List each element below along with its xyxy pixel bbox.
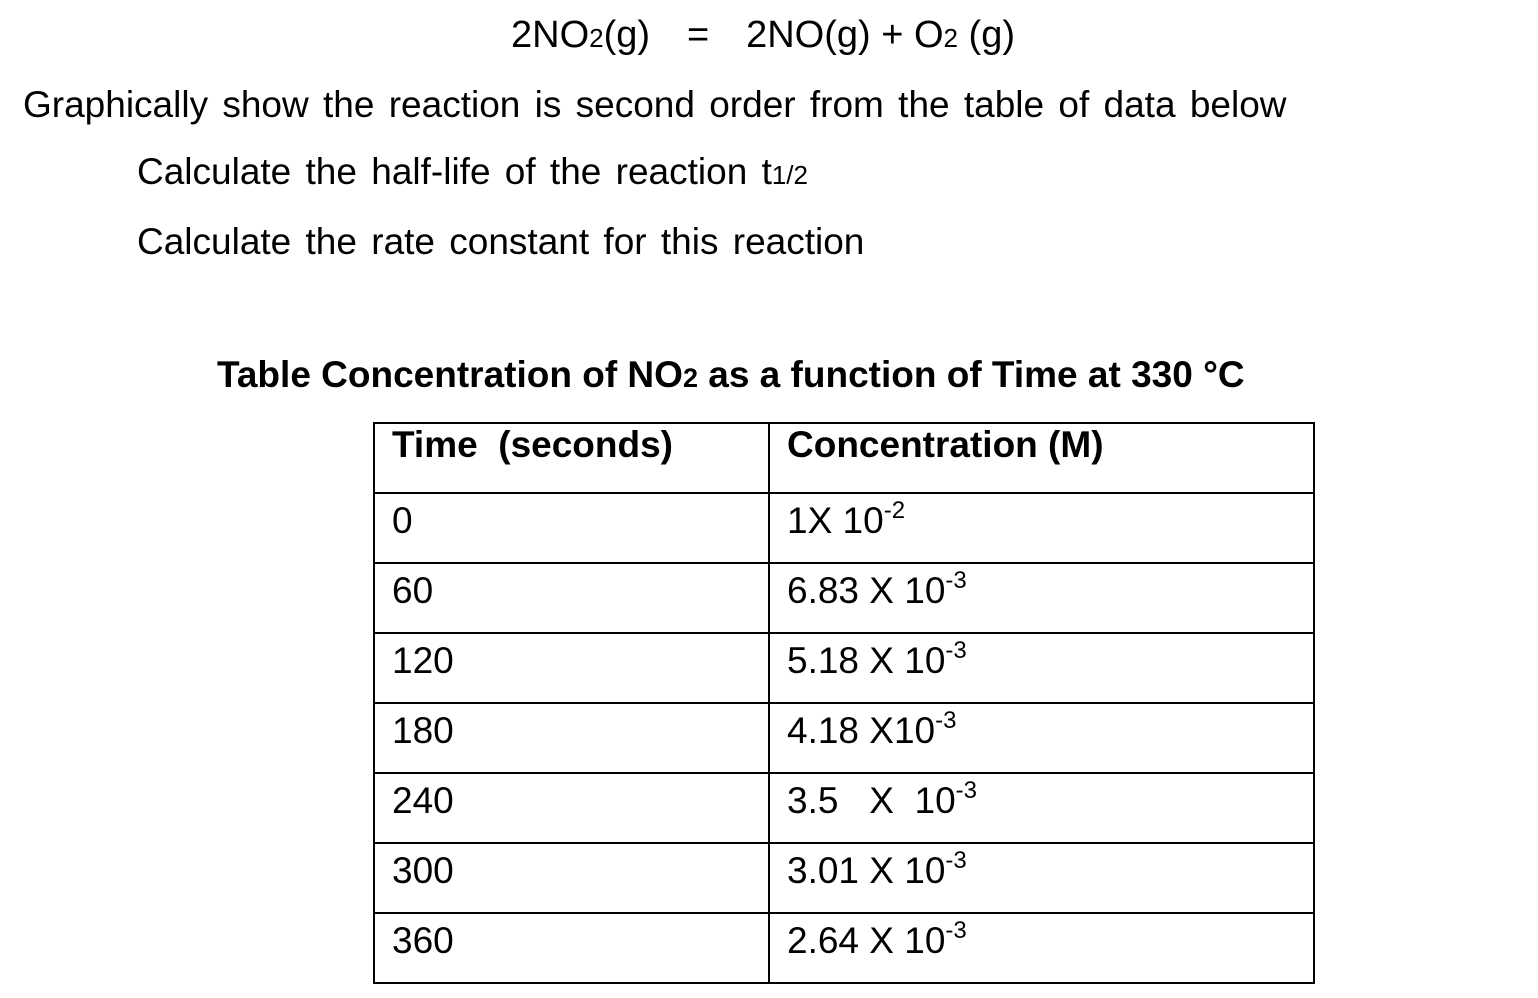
concentration-cell	[769, 493, 1314, 563]
time-cell: 360	[374, 913, 769, 983]
time-cell: 120	[374, 633, 769, 703]
concentration-value: 4.18 X10	[787, 710, 936, 751]
concentration-cell	[769, 703, 1314, 773]
header-time: Time (seconds)	[374, 423, 769, 493]
concentration-exponent: -3	[945, 567, 967, 594]
concentration-exponent: -3	[935, 707, 957, 734]
time-cell: 60	[374, 563, 769, 633]
table-row	[374, 493, 1314, 563]
header-concentration: Concentration (M)	[769, 423, 1314, 493]
time-cell: 180	[374, 703, 769, 773]
table-caption	[217, 356, 1245, 393]
half-life-subscript: 1/2	[771, 160, 808, 190]
concentration-cell	[769, 773, 1314, 843]
time-cell: 300	[374, 843, 769, 913]
instruction-half-life	[137, 153, 808, 190]
reaction-equation	[511, 16, 1015, 54]
caption-subscript: 2	[682, 363, 698, 393]
concentration-value: 3.5 X 10	[787, 780, 956, 821]
instruction-rate-constant: Calculate the rate constant for this reaction	[137, 221, 865, 262]
concentration-cell	[769, 913, 1314, 983]
concentration-value: 2.64 X 10	[787, 920, 946, 961]
concentration-exponent: -3	[945, 917, 967, 944]
concentration-cell	[769, 563, 1314, 633]
table-row	[374, 703, 1314, 773]
table-row	[374, 773, 1314, 843]
table-row	[374, 843, 1314, 913]
concentration-exponent: -2	[883, 497, 906, 524]
equation-right-subscript: 2	[943, 23, 958, 53]
time-cell: 240	[374, 773, 769, 843]
caption-text: Table Concentration of NO	[217, 354, 683, 395]
equation-left-tail: (g)	[603, 14, 651, 56]
table-row	[374, 563, 1314, 633]
concentration-value: 1X 10	[787, 500, 884, 541]
concentration-cell	[769, 633, 1314, 703]
table-row	[374, 633, 1314, 703]
concentration-value: 6.83 X 10	[787, 570, 946, 611]
caption-text-tail: as a function of Time at 330 °C	[697, 354, 1245, 395]
concentration-exponent: -3	[955, 777, 978, 804]
equation-right: 2NO(g) + O	[746, 14, 944, 56]
equation-left-subscript: 2	[589, 23, 604, 53]
concentration-value: 5.18 X 10	[787, 640, 946, 681]
equation-separator: =	[686, 14, 710, 56]
concentration-exponent: -3	[945, 847, 967, 874]
instruction-graph: Graphically show the reaction is second order from the table of data below	[23, 84, 1287, 125]
concentration-table	[373, 422, 1315, 984]
concentration-cell	[769, 843, 1314, 913]
instruction-half-life-text: Calculate the half-life of the reaction t	[137, 151, 772, 192]
equation-left: 2NO	[511, 14, 590, 56]
time-cell: 0	[374, 493, 769, 563]
table-header-row	[374, 423, 1314, 493]
concentration-value: 3.01 X 10	[787, 850, 946, 891]
equation-right-tail: (g)	[957, 14, 1015, 56]
table-row	[374, 913, 1314, 983]
concentration-exponent: -3	[945, 637, 967, 664]
